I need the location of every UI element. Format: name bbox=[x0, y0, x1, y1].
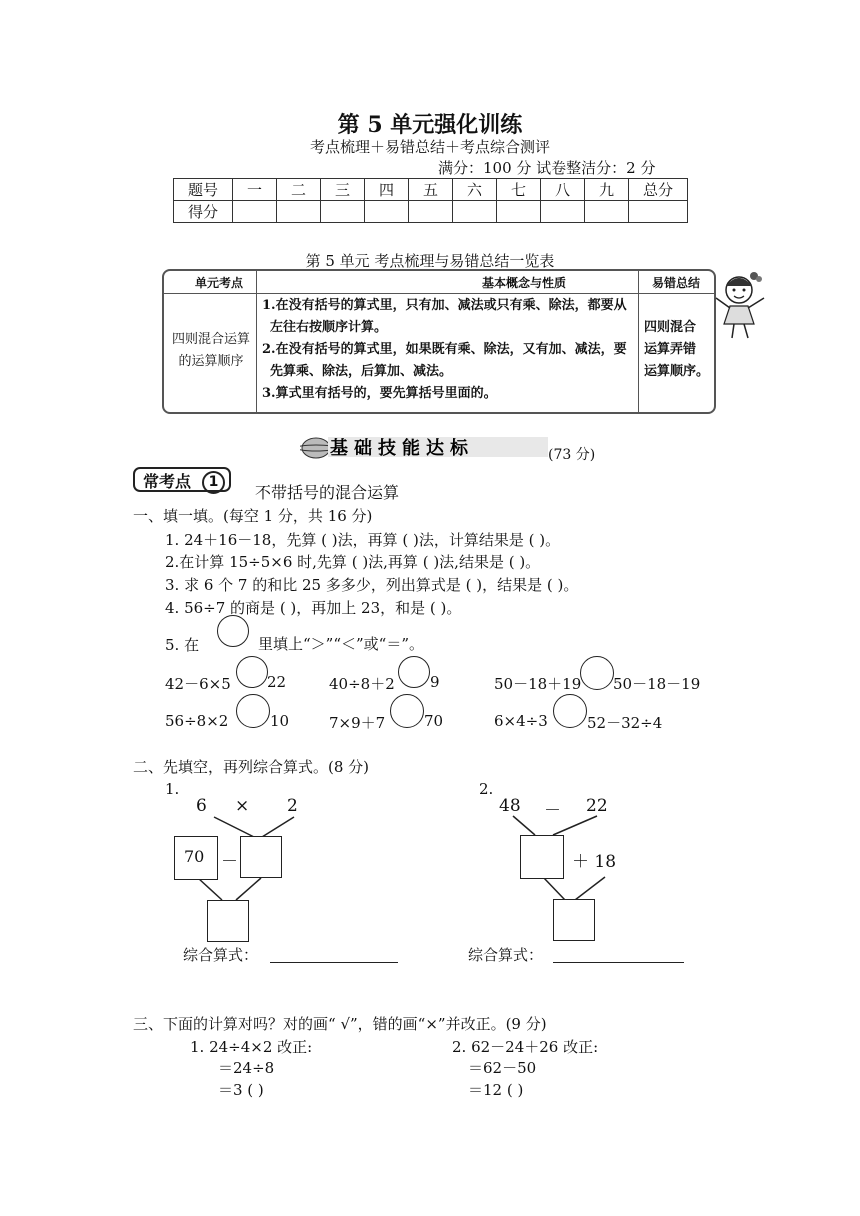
score-cell: 五 bbox=[409, 179, 453, 201]
banner-label: 基础技能达标 bbox=[330, 438, 474, 459]
problem2-line1: 2. 62－24＋26 改正: bbox=[452, 1038, 599, 1056]
compare-left: 6×4÷3 bbox=[494, 712, 548, 730]
formula-label: 综合算式： bbox=[468, 946, 544, 964]
diagram2-operand-b: 22 bbox=[586, 796, 608, 816]
score-cell: 二 bbox=[277, 179, 321, 201]
score-cell: 七 bbox=[497, 179, 541, 201]
score-cell: 得分 bbox=[174, 201, 233, 223]
compare-left: 7×9＋7 bbox=[329, 714, 386, 732]
compare-left: 40÷8＋2 bbox=[329, 675, 395, 693]
diagram1-given-value: 70 bbox=[184, 847, 205, 866]
compare-left: 56÷8×2 bbox=[165, 712, 229, 730]
score-cell: 题号 bbox=[174, 179, 233, 201]
diagram2-number: 2. bbox=[479, 780, 494, 798]
section1-heading: 一、填一填。(每空 1 分，共 16 分) bbox=[133, 507, 373, 525]
problem2-line3: ＝12 ( ) bbox=[468, 1081, 524, 1099]
section2-heading: 二、先填空，再列综合算式。(8 分) bbox=[133, 758, 370, 776]
formula-label: 综合算式： bbox=[183, 946, 259, 964]
diagram1-operator-2: － bbox=[221, 852, 238, 872]
banner-points: (73 分) bbox=[548, 447, 596, 463]
kaodian-number: 1 bbox=[202, 471, 225, 494]
section3-heading: 三、下面的计算对吗？对的画“ √”，错的画“×”并改正。(9 分) bbox=[133, 1015, 547, 1033]
compare-left: 50－18＋19 bbox=[494, 675, 582, 693]
diagram1-answer-box[interactable] bbox=[240, 836, 282, 878]
diagram1-operand-b: 2 bbox=[287, 796, 298, 816]
formula-answer-line[interactable] bbox=[553, 962, 684, 963]
summary-content-line: 左往右按顺序计算。 bbox=[270, 320, 388, 335]
summary-topic-line: 的运算顺序 bbox=[178, 354, 244, 369]
compare-right: 50－18－19 bbox=[613, 675, 701, 693]
score-cell: 三 bbox=[321, 179, 365, 201]
summary-note-line: 运算弄错 bbox=[644, 342, 697, 357]
compare-right: 22 bbox=[267, 673, 287, 691]
problem1-line1: 1. 24÷4×2 改正: bbox=[190, 1038, 313, 1056]
diagram1-given-box bbox=[174, 836, 218, 880]
question-4: 4. 56÷7 的商是 ( )，再加上 23，和是 ( )。 bbox=[165, 599, 462, 617]
diagram2-result-box[interactable] bbox=[553, 899, 595, 941]
score-cell: 九 bbox=[585, 179, 629, 201]
compare-right: 10 bbox=[270, 712, 290, 730]
score-info: 满分：100 分 试卷整洁分：2 分 bbox=[438, 159, 656, 177]
question-1: 1. 24＋16－18，先算 ( )法，再算 ( )法，计算结果是 ( )。 bbox=[165, 531, 561, 549]
score-cell: 四 bbox=[365, 179, 409, 201]
problem1-line3: ＝3 ( ) bbox=[218, 1081, 264, 1099]
summary-note-line: 四则混合 bbox=[644, 320, 697, 335]
diagram1-operand-a: 6 bbox=[196, 796, 207, 816]
diagram2-answer-box[interactable] bbox=[520, 835, 564, 879]
summary-content-line: 2.在没有括号的算式里，如果既有乘、除法，又有加、减法，要 bbox=[262, 342, 627, 357]
diagram2-operator-2: ＋ 18 bbox=[572, 852, 617, 872]
score-cell: 总分 bbox=[629, 179, 688, 201]
compare-right: 70 bbox=[424, 712, 444, 730]
summary-note-line: 运算顺序。 bbox=[644, 364, 710, 379]
summary-topic-line: 四则混合运算 bbox=[171, 332, 250, 347]
summary-content-line: 先算乘、除法，后算加、减法。 bbox=[270, 364, 453, 379]
question-3: 3. 求 6 个 7 的和比 25 多多少，列出算式是 ( )，结果是 ( )。 bbox=[165, 576, 579, 594]
summary-content-line: 1.在没有括号的算式里，只有加、减法或只有乘、除法，都要从 bbox=[262, 298, 627, 313]
kaodian-label: 常考点 bbox=[143, 472, 192, 491]
question-2: 2.在计算 15÷5×6 时,先算 ( )法,再算 ( )法,结果是 ( )。 bbox=[165, 553, 541, 571]
formula-answer-line[interactable] bbox=[270, 962, 398, 963]
summary-title: 第 5 单元 考点梳理与易错总结一览表 bbox=[305, 252, 555, 270]
page-title: 第 5 单元强化训练 bbox=[337, 112, 523, 138]
diagram1-result-box[interactable] bbox=[207, 900, 249, 942]
summary-col-topic: 单元考点 bbox=[194, 276, 243, 290]
diagram1-number: 1. bbox=[165, 780, 180, 798]
compare-right: 9 bbox=[430, 673, 440, 691]
score-cell: 一 bbox=[233, 179, 277, 201]
compare-left: 42－6×5 bbox=[165, 675, 231, 693]
summary-col-content: 基本概念与性质 bbox=[481, 276, 566, 290]
summary-col-note: 易错总结 bbox=[651, 276, 700, 290]
diagram2-operand-a: 48 bbox=[499, 796, 521, 816]
question-5-suffix: 里填上“＞”“＜”或“＝”。 bbox=[258, 635, 425, 653]
problem2-line2: ＝62－50 bbox=[468, 1059, 537, 1077]
problem1-line2: ＝24÷8 bbox=[218, 1059, 275, 1077]
diagram2-operator-1: － bbox=[544, 801, 561, 821]
page-subtitle: 考点梳理＋易错总结＋考点综合测评 bbox=[309, 138, 550, 156]
compare-right: 52－32÷4 bbox=[587, 714, 663, 732]
score-cell: 六 bbox=[453, 179, 497, 201]
diagram1-operator-1: × bbox=[235, 796, 250, 816]
question-5-prefix: 5. 在 bbox=[165, 636, 200, 654]
summary-content-line: 3.算式里有括号的，要先算括号里面的。 bbox=[262, 386, 497, 401]
score-cell: 八 bbox=[541, 179, 585, 201]
kaodian-topic: 不带括号的混合运算 bbox=[255, 483, 400, 502]
